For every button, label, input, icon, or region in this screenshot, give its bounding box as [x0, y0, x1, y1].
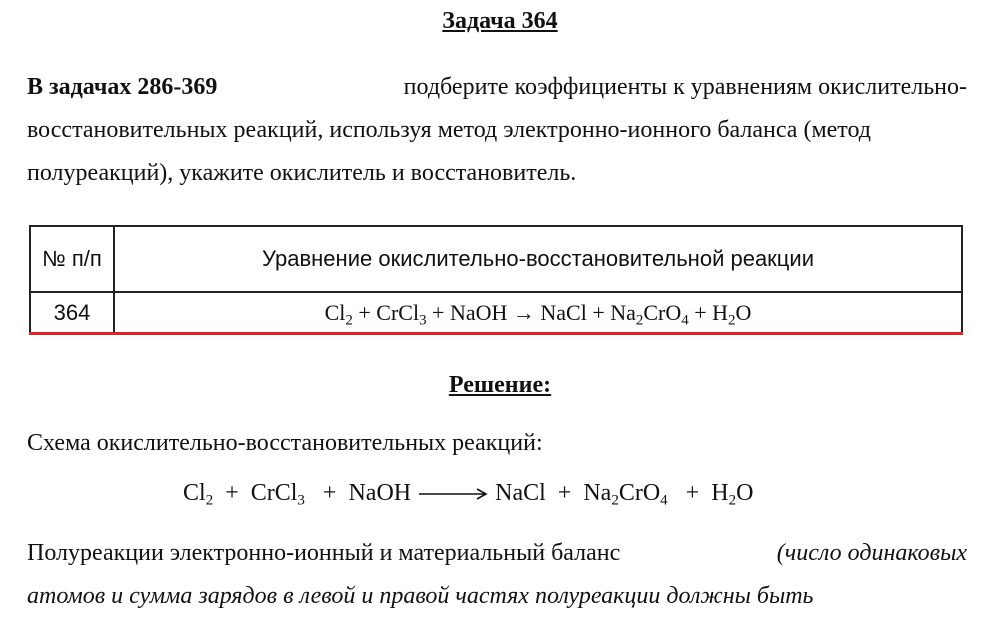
scheme-equation: $Cl_2$ + CrCl$_3$ + NaOH NaCl + $Na_2CrO_4 + H_2O$ [183, 480, 754, 509]
task-line-3: полуреакций), укажите окислитель и восстановитель. [27, 160, 577, 186]
red-underline-divider [29, 332, 963, 335]
solution-heading: Решение: [448, 372, 552, 398]
problem-title: Задача 364 [442, 8, 558, 34]
task-line-1-rest: подберите коэффициенты к уравнениям окислительно- [403, 74, 967, 100]
half-reactions-paragraph [27, 532, 967, 618]
row-equation-cell: $Cl_2$ + CrCl$_3$ + NaOH → NaCl + $Na_2CrO_4 + H_2O$ [114, 292, 962, 334]
header-number-cell: № п/п [30, 226, 114, 292]
product-2: $Na_2CrO_4$ [583, 480, 668, 509]
row-number-cell: 364 [30, 292, 114, 334]
task-line-1 [27, 66, 967, 109]
product-3: $H_2O$ [711, 480, 754, 509]
para-regular-text: Полуреакции электронно-ионный и материальный баланс [27, 540, 621, 566]
header-equation-cell: Уравнение окислительно-восстановительной реакции [114, 226, 962, 292]
reactant-2: CrCl$_3$ [250, 480, 305, 509]
para-italic-text-1: (число одинаковых [776, 540, 967, 566]
product-1: NaCl [495, 480, 546, 506]
task-line-2: восстановительных реакций, используя метод электронно-ионного баланса (метод [27, 117, 871, 143]
task-statement [27, 66, 967, 195]
para-line-1 [27, 532, 967, 575]
scheme-label: Схема окислительно-восстановительных реакций: [27, 430, 543, 456]
reaction-table [29, 225, 963, 335]
reactant-3: NaOH [348, 480, 412, 506]
para-line-2: атомов и сумма зарядов в левой и правой частях полуреакции должны быть [27, 583, 814, 609]
task-bold-prefix: В задачах 286-369 [27, 74, 218, 100]
table-header-row [30, 226, 962, 292]
reaction-arrow-icon [417, 487, 489, 501]
table-row [30, 292, 962, 334]
reactant-1: $Cl_2$ [183, 480, 214, 509]
